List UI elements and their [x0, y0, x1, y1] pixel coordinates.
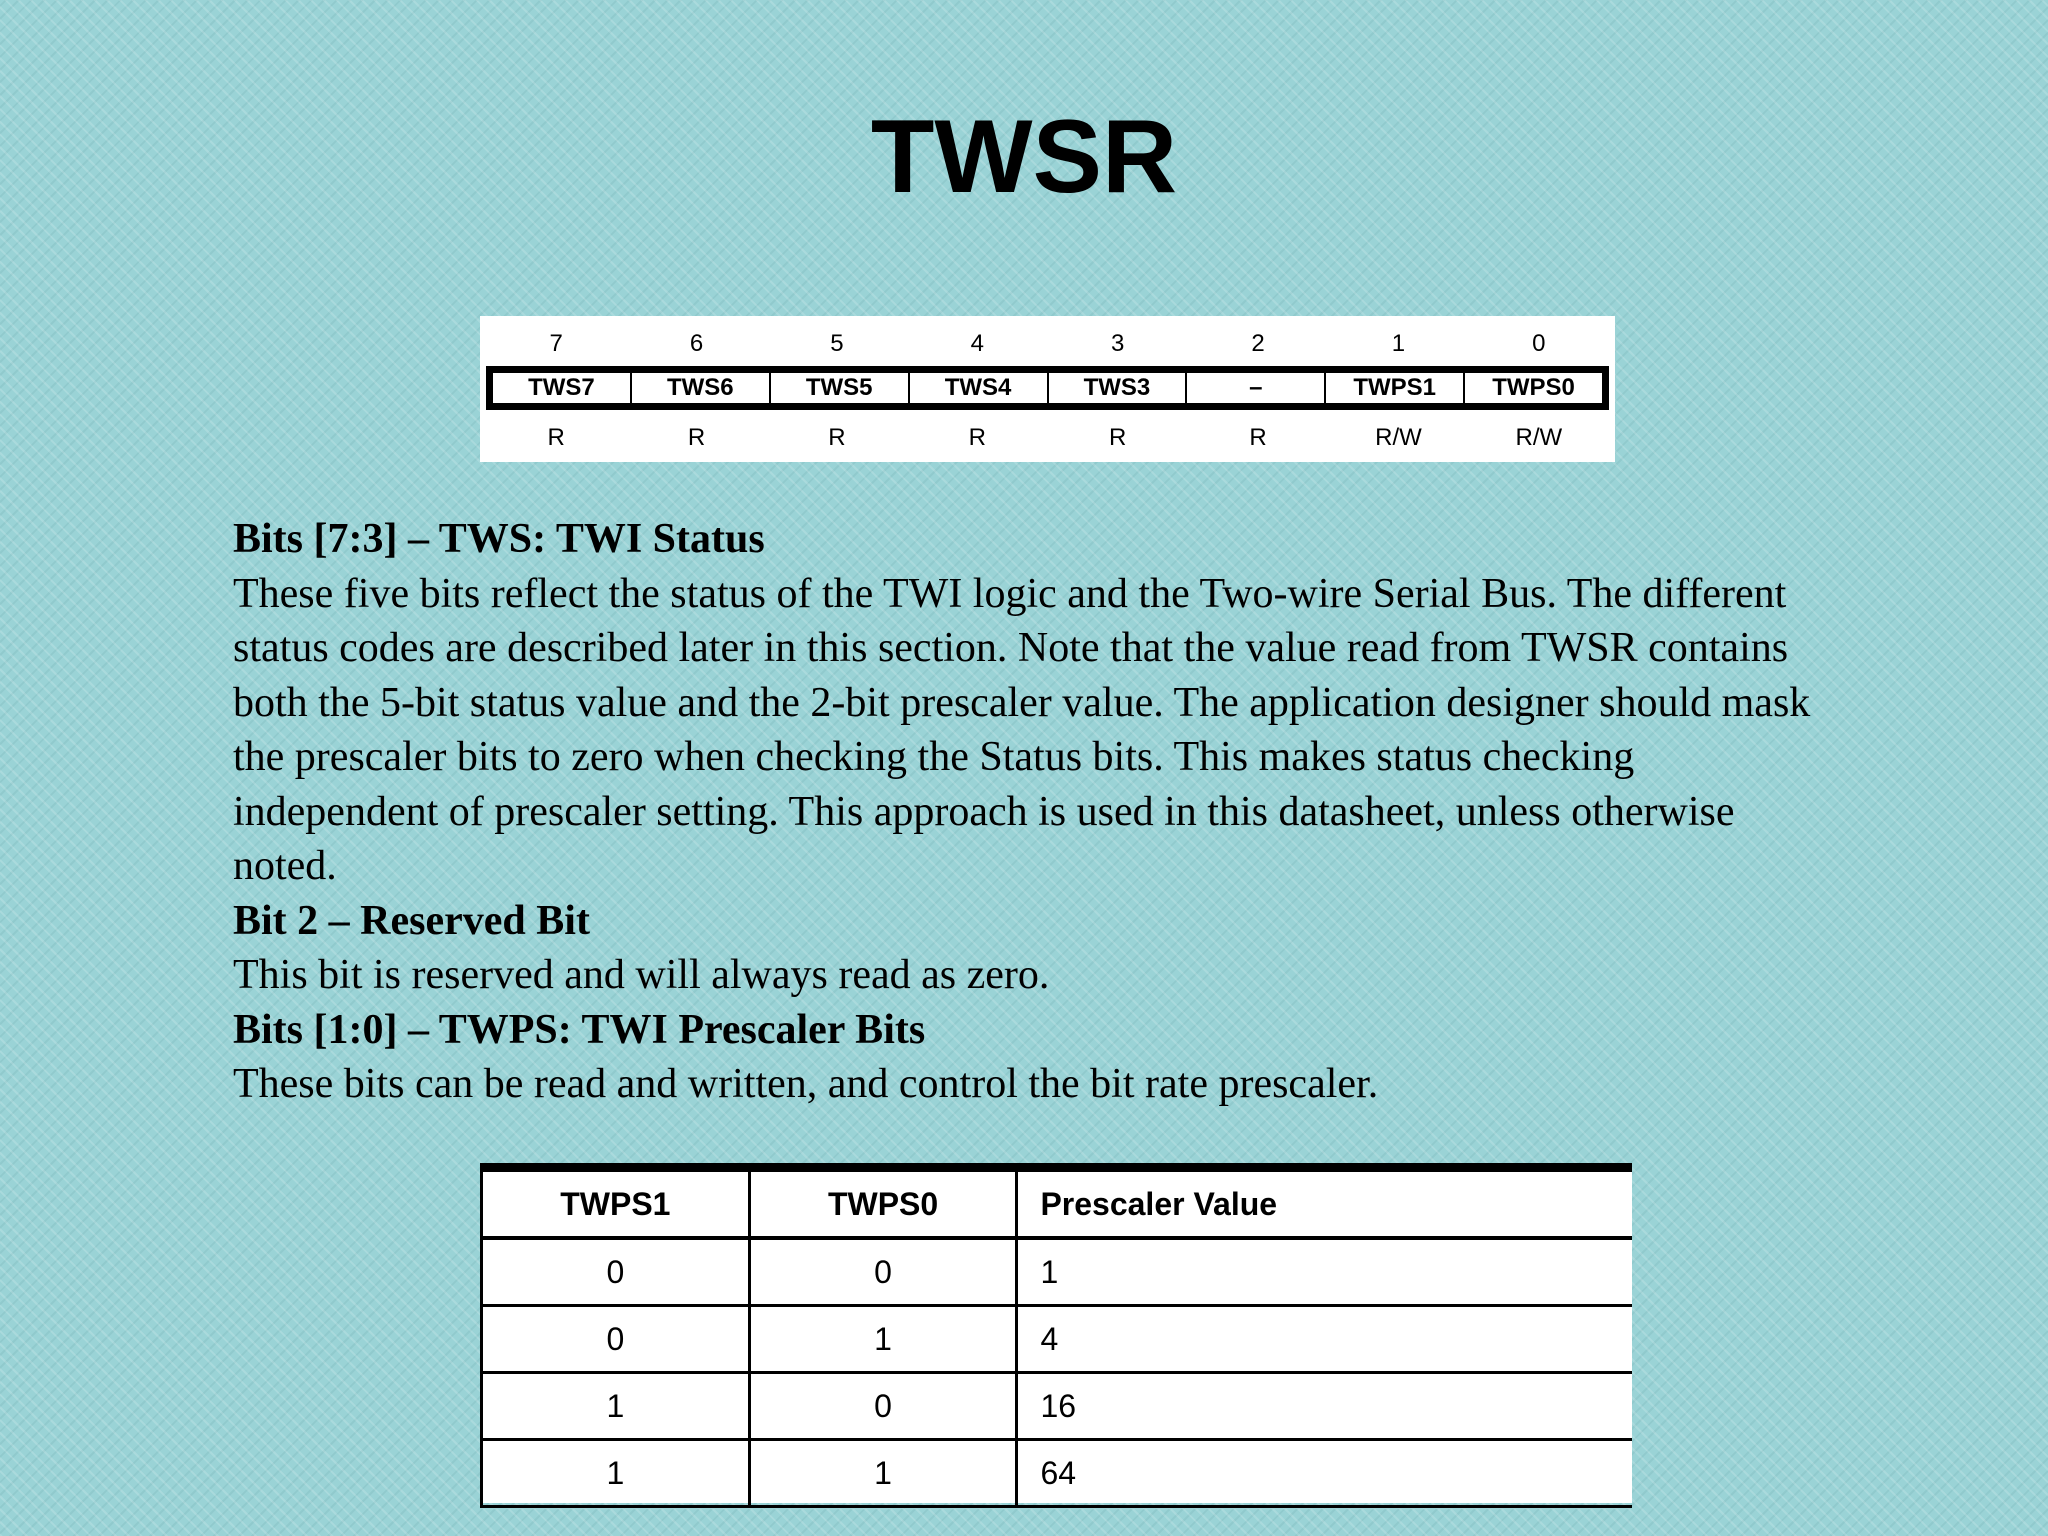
section-heading: Bits [7:3] – TWS: TWI Status [233, 516, 765, 562]
bit-number: 1 [1391, 330, 1406, 357]
table-cell: 1 [749, 1306, 1017, 1373]
bit-number: 6 [689, 330, 704, 357]
bit-access: R/W [1375, 424, 1422, 451]
bit-name-cell: TWS4 [910, 373, 1049, 403]
register-diagram [480, 316, 1615, 462]
bit-number: 4 [970, 330, 984, 357]
bit-name-row [486, 366, 1609, 410]
section-body: These bits can be read and written, and control the bit rate prescaler. [233, 1061, 1379, 1107]
section-heading: Bit 2 – Reserved Bit [233, 897, 590, 944]
bit-access: R [968, 424, 986, 451]
bit-number: 2 [1251, 330, 1265, 357]
table-row [482, 1238, 1633, 1306]
section-heading: Bits [1:0] – TWPS: TWI Prescaler Bits [233, 1006, 926, 1053]
description-text [233, 512, 1833, 1112]
bit-name-cell: TWS5 [771, 373, 910, 403]
table-cell: 0 [749, 1238, 1017, 1306]
table-header-row [482, 1172, 1633, 1238]
column-header: TWPS1 [482, 1172, 750, 1238]
bit-access: R/W [1515, 424, 1563, 451]
table-cell: 1 [482, 1440, 750, 1507]
table-cell: 0 [482, 1238, 750, 1306]
bit-name-cell: TWS3 [1049, 373, 1188, 403]
bit-name-cell: TWPS1 [1326, 373, 1465, 403]
table-cell: 64 [1017, 1440, 1632, 1507]
table-row [482, 1306, 1633, 1373]
table-cell: 0 [749, 1373, 1017, 1440]
table-cell: 4 [1017, 1306, 1632, 1373]
bit-name-cell: TWPS0 [1492, 374, 1575, 401]
prescaler-table [480, 1163, 1632, 1503]
table-row [482, 1373, 1633, 1440]
table-cell: 1 [1017, 1238, 1632, 1306]
bit-access: R [1249, 424, 1267, 451]
bit-access: R [1109, 424, 1127, 451]
column-header: Prescaler Value [1017, 1172, 1632, 1238]
table-row [482, 1440, 1633, 1507]
table-cell: 1 [482, 1373, 750, 1440]
table-cell: 16 [1017, 1373, 1632, 1440]
bit-number: 0 [1532, 330, 1546, 357]
section-body: This bit is reserved and will always read as zero. [233, 952, 1050, 998]
bit-number-row [486, 330, 1609, 358]
bit-name-cell: – [1187, 373, 1326, 403]
table-cell: 1 [749, 1440, 1017, 1507]
column-header: TWPS0 [749, 1172, 1017, 1238]
bit-name-cell: TWS6 [632, 373, 771, 403]
bit-number: 7 [549, 330, 563, 357]
bit-access: R [828, 424, 846, 451]
bit-access: R [687, 424, 706, 451]
bit-number: 5 [830, 330, 844, 357]
bit-name-cell: TWS7 [493, 373, 632, 403]
bit-access-row [486, 424, 1609, 452]
slide-title: TWSR [870, 99, 1178, 215]
bit-number: 3 [1111, 330, 1125, 357]
bit-access: R [547, 424, 565, 451]
section-body: These five bits reflect the status of the TWI logic and the Two-wire Serial Bus. The different status codes are described later in this section. Note that the value read from TWSR contains both the 5-bit status value and the 2-bit prescaler value. The application designer should mask the prescaler bits to zero when checking the Status bits. This makes status checking independent of prescaler setting. This approach is used in this datasheet, unless otherwise noted. [233, 570, 1811, 889]
table-cell: 0 [482, 1306, 750, 1373]
